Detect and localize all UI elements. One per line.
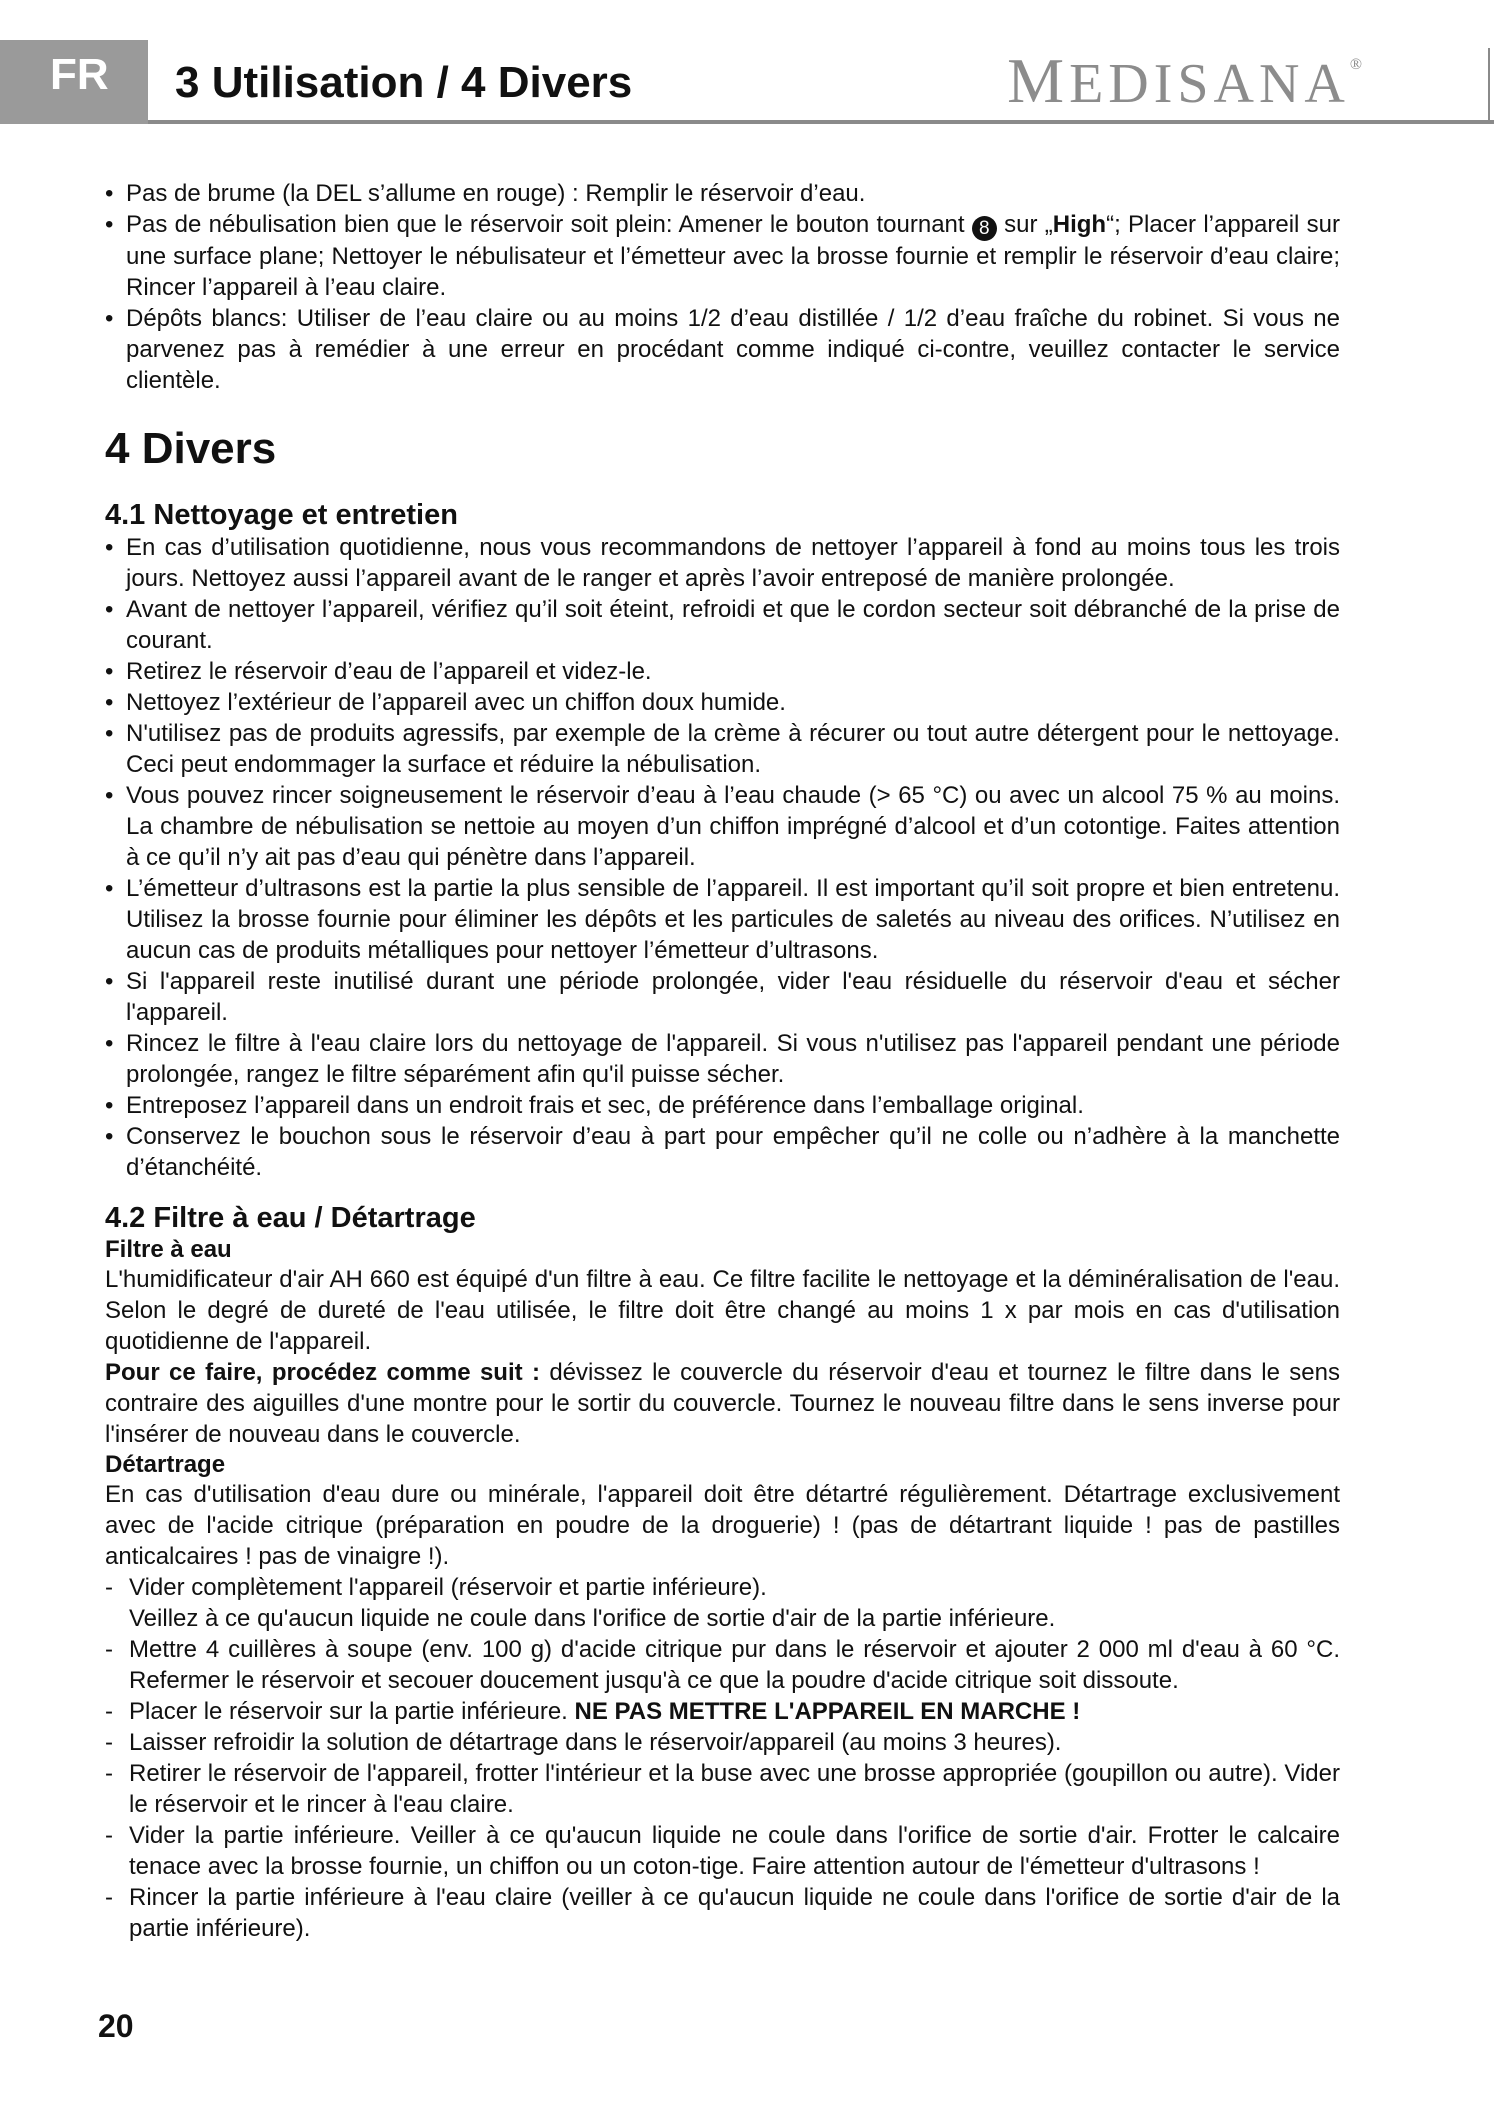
dash-marker: - <box>105 1760 113 1787</box>
dash-marker: - <box>105 1574 113 1601</box>
list-item: • Entreposez l’appareil dans un endroit frais et sec, de préférence dans l’emballage original. <box>105 1090 1340 1121</box>
step-text: Mettre 4 cuillères à soupe (env. 100 g) d'acide citrique pur dans le réservoir et ajouter 2 000 ml d'eau à 60 °C. Refermer le réservoir et secouer doucement jusqu'à ce que la poudre d'acide citrique soit dissoute. <box>129 1636 1340 1694</box>
brand-logo <box>1007 44 1362 118</box>
section-title: 4 Divers <box>105 424 277 473</box>
list-item: • Rincez le filtre à l'eau claire lors du nettoyage de l'appareil. Si vous n'utilisez pas l'appareil pendant une période prolongée, rangez le filtre séparément afin qu'il puisse sécher. <box>105 1028 1340 1090</box>
list-item: • En cas d’utilisation quotidienne, nous vous recommandons de nettoyer l’appareil à fond au moins tous les trois jours. Nettoyez aussi l’appareil avant de le ranger et après l’avoir entreposé de manière prolongée. <box>105 532 1340 594</box>
language-tab: FR <box>0 40 148 124</box>
text-run: sur „ <box>996 211 1053 238</box>
brand-rest: EDISANA <box>1069 53 1350 115</box>
warning-text: NE PAS METTRE L'APPAREIL EN MARCHE ! <box>574 1698 1081 1725</box>
dash-marker: - <box>105 1884 113 1911</box>
page-header <box>0 36 1494 124</box>
descaling-heading: Détartrage <box>105 1451 226 1478</box>
dash-marker: - <box>105 1698 113 1725</box>
howto-paragraph <box>105 1357 1340 1450</box>
step-item <box>105 1758 1340 1820</box>
subsection-title-filter: 4.2 Filtre à eau / Détartrage <box>105 1202 476 1234</box>
list-item: • Dépôts blancs: Utiliser de l’eau claire ou au moins 1/2 d’eau distillée / 1/2 d’eau fraîche du robinet. Si vous ne parvenez pas à remédier à une erreur en procédant comme indiqué ci-contre, veuillez contacter le service clientèle. <box>105 303 1340 396</box>
list-item: • Avant de nettoyer l’appareil, vérifiez qu’il soit éteint, refroidi et que le cordon secteur soit débranché de la prise de courant. <box>105 594 1340 656</box>
subsection-title-cleaning: 4.1 Nettoyage et entretien <box>105 499 458 531</box>
step-item <box>105 1882 1340 1944</box>
knob-8-icon: 8 <box>972 216 997 241</box>
descaling-steps <box>105 1572 1340 1944</box>
step-text: Retirer le réservoir de l'appareil, frotter l'intérieur et la buse avec une brosse appropriée (goupillon ou autre). Vider le réservoir et le rincer à l'eau claire. <box>129 1760 1340 1818</box>
step-item <box>105 1634 1340 1696</box>
step-item <box>105 1820 1340 1882</box>
step-item <box>105 1696 1340 1727</box>
step-item <box>105 1572 1340 1634</box>
header-rule-end <box>1488 48 1490 120</box>
dash-marker: - <box>105 1729 113 1756</box>
list-item: • Pas de brume (la DEL s’allume en rouge) : Remplir le réservoir d’eau. <box>105 178 1340 209</box>
troubleshooting-list <box>105 178 1340 396</box>
dash-marker: - <box>105 1636 113 1663</box>
list-item: • Retirez le réservoir d’eau de l’appareil et videz-le. <box>105 656 1340 687</box>
header-rule <box>148 120 1494 124</box>
list-item: • Vous pouvez rincer soigneusement le réservoir d’eau à l’eau chaude (> 65 °C) ou avec un alcool 75 % au moins. La chambre de nébulisation se nettoie au moyen d’un chiffon imprégné d’alcool et d’un cotontige. Faites attention à ce qu’il n’y ait pas d’eau qui pénètre dans l’appareil. <box>105 780 1340 873</box>
page-number: 20 <box>98 2008 134 2044</box>
text-run: Pas de nébulisation bien que le réservoir soit plein: Amener le bouton tournant <box>126 211 972 238</box>
list-item <box>105 209 1340 303</box>
filter-paragraph: L'humidificateur d'air AH 660 est équipé d'un filtre à eau. Ce filtre facilite le nettoyage et la déminéralisation de l'eau. Selon le degré de dureté de l'eau utilisée, le filtre doit être changé au moins 1 x par mois en cas d'utilisation quotidienne de l'appareil. <box>105 1266 1340 1355</box>
list-item: • Nettoyez l’extérieur de l’appareil avec un chiffon doux humide. <box>105 687 1340 718</box>
step-item <box>105 1727 1340 1758</box>
registered-mark: ® <box>1349 56 1362 73</box>
step-text: Vider la partie inférieure. Veiller à ce qu'aucun liquide ne coule dans l'orifice de sortie d'air. Frotter le calcaire tenace avec la brosse fournie, un chiffon ou un coton-tige. Faire attention autour de l'émetteur d'ultrasons ! <box>129 1822 1340 1880</box>
list-item: • L’émetteur d’ultrasons est la partie la plus sensible de l’appareil. Il est important qu’il soit propre et bien entretenu. Utilisez la brosse fournie pour éliminer les dépôts et les particules de saletés au niveau des orifices. N’utilisez en aucun cas de produits métalliques pour nettoyer l’émetteur d’ultrasons. <box>105 873 1340 966</box>
list-item: • Conservez le bouchon sous le réservoir d’eau à part pour empêcher qu’il ne colle ou n’adhère à la manchette d’étanchéité. <box>105 1121 1340 1183</box>
step-text: Rincer la partie inférieure à l'eau claire (veiller à ce qu'aucun liquide ne coule dans l'orifice de sortie d'air de la partie inférieure). <box>129 1884 1340 1942</box>
page-title: 3 Utilisation / 4 Divers <box>175 58 633 107</box>
step-text: Vider complètement l'appareil (réservoir et partie inférieure). <box>129 1574 767 1601</box>
list-item: • Si l'appareil reste inutilisé durant une période prolongée, vider l'eau résiduelle du réservoir d'eau et sécher l'appareil. <box>105 966 1340 1028</box>
howto-label: Pour ce faire, procédez comme suit : <box>105 1359 540 1386</box>
step-text: Laisser refroidir la solution de détartrage dans le réservoir/appareil (au moins 3 heures). <box>129 1729 1062 1756</box>
dash-marker: - <box>105 1822 113 1849</box>
page-content <box>105 178 1340 1944</box>
step-text: Veillez à ce qu'aucun liquide ne coule dans l'orifice de sortie d'air de la partie inférieure. <box>129 1605 1056 1632</box>
step-text: Placer le réservoir sur la partie inférieure. <box>129 1698 575 1725</box>
descaling-paragraph: En cas d'utilisation d'eau dure ou minérale, l'appareil doit être détartré régulièrement. Détartrage exclusivement avec de l'acide citrique (préparation en poudre de la droguerie) ! (pas de détartrant liquide ! pas de pastilles anticalcaires ! pas de vinaigre !). <box>105 1481 1340 1570</box>
cleaning-list <box>105 532 1340 1183</box>
setting-high: High <box>1052 211 1107 238</box>
howto-text: dévissez le couvercle du réservoir d'eau et tournez le filtre dans le sens contraire des aiguilles d'une montre pour le sortir du couvercle. Tournez le nouveau filtre dans le sens inverse pour l'insérer de nouveau dans le couvercle. <box>105 1359 1340 1448</box>
text-run: “; Placer l’appareil sur une surface plane; Nettoyer le nébulisateur et l’émetteur avec la brosse fournie et remplir le réservoir d’eau claire; Rincer l’appareil à l’eau claire. <box>126 211 1341 301</box>
filter-heading: Filtre à eau <box>105 1236 232 1263</box>
list-item: • N'utilisez pas de produits agressifs, par exemple de la crème à récurer ou tout autre détergent pour le nettoyage. Ceci peut endommager la surface et réduire la nébulisation. <box>105 718 1340 780</box>
brand-initial: M <box>1007 45 1070 116</box>
